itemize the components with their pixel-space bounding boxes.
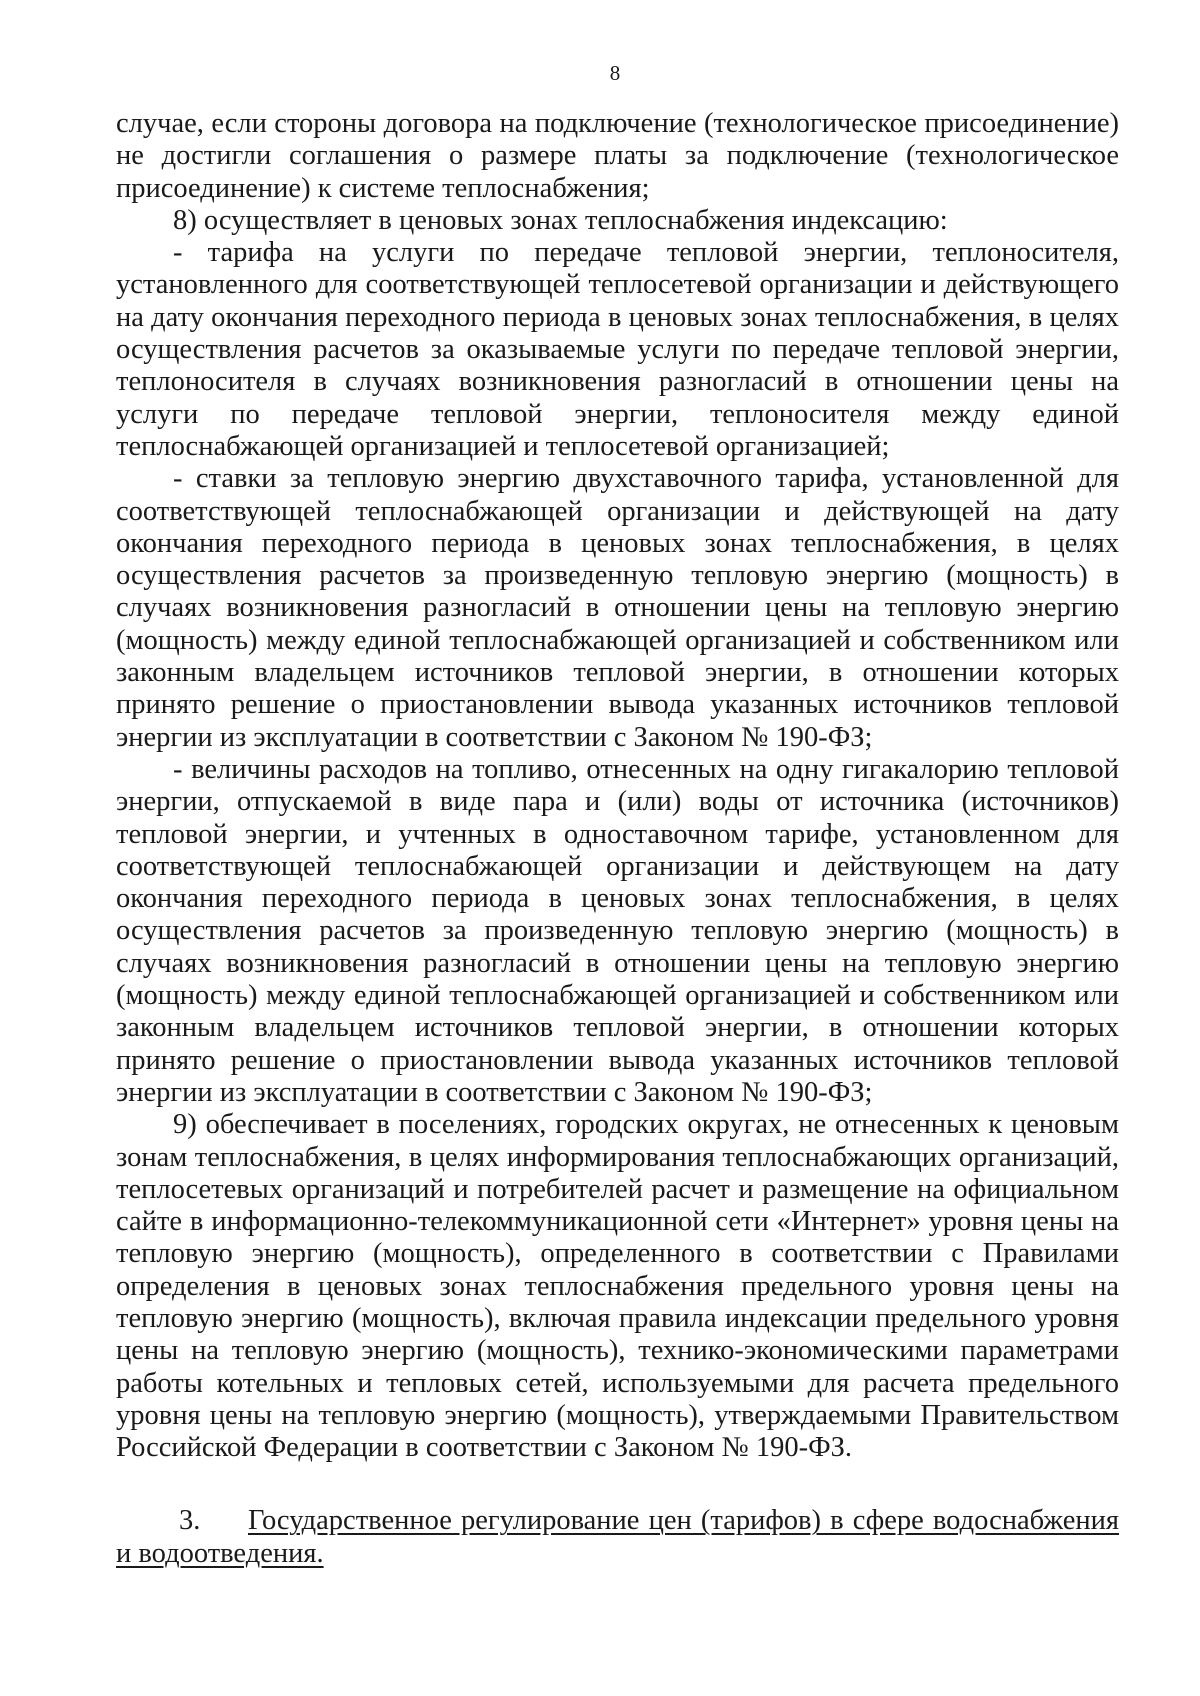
paragraph-item-8: 8) осуществляет в ценовых зонах теплоснабжения индексацию: <box>173 204 948 236</box>
paragraph-tariff-transfer: - тарифа на услуги по передаче тепловой энергии, теплоносителя, установленного для соответствующей теплосетевой организации и действующего на дату окончания переходного периода в ценовых зонах теплоснабжения, в целях осуществления расчетов за оказываемые услуги по передаче тепловой энергии, теплоносителя в случаях возникновения разногласий в отношении цены на услуги по передаче тепловой энергии, теплоносителя между единой теплоснабжающей организацией и теплосетевой организацией; <box>116 237 1119 462</box>
paragraph-two-rate-tariff: - ставки за тепловую энергию двухставочного тарифа, установленной для соответствующей теплоснабжающей организации и действующей на дату окончания переходного периода в ценовых зонах теплоснабжения, в целях осуществления расчетов за произведенную тепловую энергию (мощность) в случаях возникновения разногласий в отношении цены на тепловую энергию (мощность) между единой теплоснабжающей организацией и собственником или законным владельцем источников тепловой энергии, в отношении которых принято решение о приостановлении вывода указанных источников тепловой энергии из эксплуатации в соответствии с Законом № 190-ФЗ; <box>116 463 1119 753</box>
section-heading <box>116 1505 1119 1570</box>
section-title: Государственное регулирование цен (тарифов) в сфере водоснабжения и водоотведения. <box>116 1505 1119 1569</box>
section-number: 3. <box>179 1505 201 1537</box>
paragraph-continuation: случае, если стороны договора на подключение (технологическое присоединение) не достигли соглашения о размере платы за подключение (технологическое присоединение) к системе теплоснабжения; <box>116 108 1119 204</box>
document-body <box>116 108 1119 1570</box>
page-number: 8 <box>609 61 621 85</box>
paragraph-fuel-costs: - величины расходов на топливо, отнесенных на одну гигакалорию тепловой энергии, отпускаемой в виде пара и (или) воды от источника (источников) тепловой энергии, и учтенных в одноставочном тарифе, установленном для соответствующей теплоснабжающей организации и действующем на дату окончания переходного периода в ценовых зонах теплоснабжения, в целях осуществления расчетов за произведенную тепловую энергию (мощность) в случаях возникновения разногласий в отношении цены на тепловую энергию (мощность) между единой теплоснабжающей организацией и собственником или законным владельцем источников тепловой энергии, в отношении которых принято решение о приостановлении вывода указанных источников тепловой энергии из эксплуатации в соответствии с Законом № 190-ФЗ; <box>116 753 1119 1108</box>
paragraph-item-9: 9) обеспечивает в поселениях, городских округах, не отнесенных к ценовым зонам теплоснабжения, в целях информирования теплоснабжающих организаций, теплосетевых организаций и потребителей расчет и размещение на официальном сайте в информационно-телекоммуникационной сети «Интернет» уровня цены на тепловую энергию (мощность), определенного в соответствии с Правилами определения в ценовых зонах теплоснабжения предельного уровня цены на тепловую энергию (мощность), включая правила индексации предельного уровня цены на тепловую энергию (мощность), технико-экономическими параметрами работы котельных и тепловых сетей, используемыми для расчета предельного уровня цены на тепловую энергию (мощность), утверждаемыми Правительством Российской Федерации в соответствии с Законом № 190-ФЗ. <box>116 1109 1119 1464</box>
